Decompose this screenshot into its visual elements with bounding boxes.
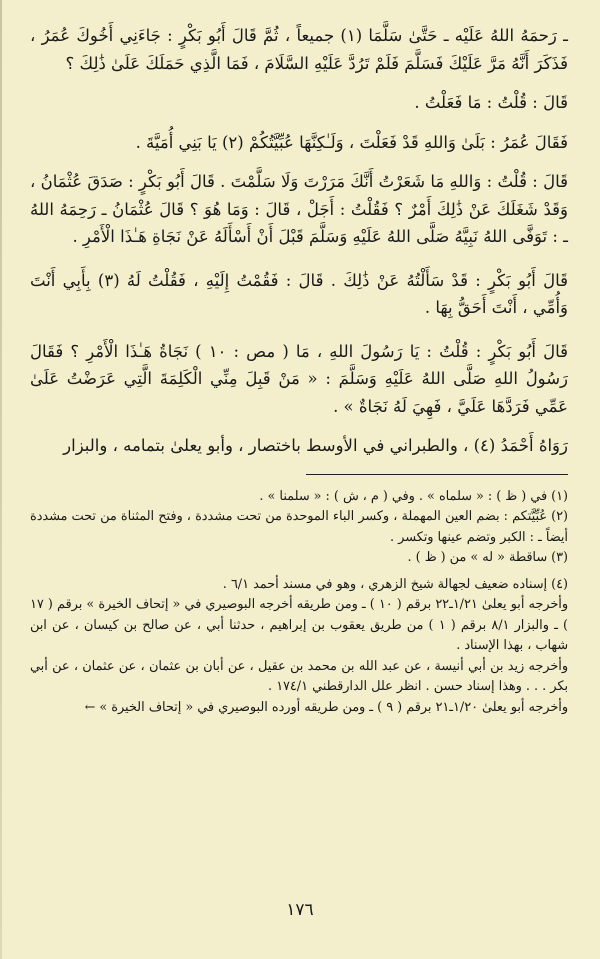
main-text xyxy=(30,22,568,460)
footnote-4-cont-1: وأخرجه أبو يعلىٰ ١/٢١ـ٢٢ برقم ( ١٠ ) ـ ومن طريقه أخرجه البوصيري في « إتحاف الخيرة » برقم ( ١٧ ) ـ والبزار ٨/١ برقم ( ١ ) من طريق يعقوب بن إبراهيم ، حدثنا أبي ، عن صالح بن كيسان ، عن ابن شهاب ، بهذا الإسناد . xyxy=(30,597,568,653)
paragraph-3: فَقَالَ عُمَرُ : بَلَىٰ وَاللهِ قَدْ فَعَلْتَ ، وَلَـٰكِنَّهَا عُبِّيَّتُكُمْ (٢) يَا بَنِي أُمَيَّةَ . xyxy=(135,132,568,152)
footnote-4-cont-2: وأخرجه زيد بن أبي أنيسة ، عن عبد الله بن محمد بن عقيل ، عن أبان بن عثمان ، عن عثمان ، عن أبي بكر . . . وهذا إسناد حسن . انظر علل الدارقطني ١٧٤/١ . xyxy=(30,658,568,694)
paragraph-4: قَالَ : قُلْتُ : وَاللهِ مَا شَعَرْتُ أَنَّكَ مَرَرْتَ وَلَا سَلَّمْتَ . قَالَ أَبُو بَكْرٍ : صَدَقَ عُثْمَانُ ، وَقَدْ شَغَلَكَ عَنْ ذَٰلِكَ أَمْرٌ ؟ فَقُلْتُ : أَجَلْ ، قَالَ : وَمَا هُوَ ؟ قَالَ عُثْمَانُ ـ رَحِمَهُ اللهُ ـ : تَوَفَّى اللهُ نَبِيَّهُ صَلَّى اللهُ عَلَيْهِ وَسَلَّمَ قَبْلَ أَنْ أَسْأَلَهُ عَنْ نَجَاةِ هَـٰذَا الْأَمْرِ . xyxy=(30,172,568,246)
footnote-1: (١) في ( ظ ) : « سلماه » . وفي ( م ، ش ) : « سلمنا » . xyxy=(259,488,568,504)
page-number: ١٧٦ xyxy=(286,900,314,920)
paragraph-6: قَالَ أَبُو بَكْرٍ : قُلْتُ : يَا رَسُولَ اللهِ ، مَا ( مص : ١٠ ) نَجَاةُ هَـٰذَا الْأَمْرِ ؟ فَقَالَ رَسُولُ اللهِ صَلَّى اللهُ عَلَيْهِ وَسَلَّمَ : « مَنْ قَبِلَ مِنِّي الْكَلِمَةَ الَّتِي عَرَضْتُ عَلَىٰ عَمِّي فَرَدَّهَا عَلَيَّ ، فَهِيَ لَهُ نَجَاةٌ » . xyxy=(30,341,568,416)
footnote-separator xyxy=(306,474,568,475)
paragraph-7: رَوَاهُ أَحْمَدُ (٤) ، والطبراني في الأوسط باختصار ، وأبو يعلىٰ بتمامه ، والبزار xyxy=(63,436,568,455)
footnote-4-cont-3: وأخرجه أبو يعلىٰ ١/٢٠ـ٢١ برقم ( ٩ ) ـ ومن طريقه أورده البوصيري في « إتحاف الخيرة » ← xyxy=(84,699,568,715)
footnote-4: (٤) إسناده ضعيف لجهالة شيخ الزهري ، وهو في مسند أحمد ٦/١ . xyxy=(222,576,568,592)
page-edge-shadow xyxy=(0,0,2,959)
footnote-2: (٢) عُبِّيَّتكم : بضم العين المهملة ، وكسر الباء الموحدة من تحت مشددة ، وفتح المثناة من تحت مشددة أيضاً ـ : الكبر وتضم عينها وتكسر . xyxy=(30,509,568,545)
paragraph-5: قَالَ أَبُو بَكْرٍ : قَدْ سَأَلْتُهُ عَنْ ذَٰلِكَ . قَالَ : فَقُمْتُ إِلَيْهِ ، فَقُلْتُ لَهُ (٣) بِأَبِي أَنْتَ وَأُمِّي ، أَنْتَ أَحَقُّ بِهَا . xyxy=(30,270,568,317)
paragraph-1: ـ رَحمَهُ اللهُ عَلَيْه ـ حَتَّىٰ سَلَّمَا (١) جميعاً ، ثُمَّ قَالَ أَبُو بَكْرٍ : جَاءَنِي أَخُوكَ عُمَرُ ، فَذَكَرَ أَنَّهُ مَرَّ عَلَيْكَ فَسَلَّمَ فَلَمْ تَرُدَّ عَلَيْهِ السَّلَامَ ، فَمَا الَّذِي حَمَلَكَ عَلَىٰ ذَٰلِكَ ؟ xyxy=(30,26,568,73)
paragraph-2: قَالَ : قُلْتُ : مَا فَعَلْتُ . xyxy=(414,93,568,112)
footnote-3: (٣) ساقطة « له » من ( ظ ) . xyxy=(407,550,568,565)
footnotes xyxy=(30,487,568,719)
